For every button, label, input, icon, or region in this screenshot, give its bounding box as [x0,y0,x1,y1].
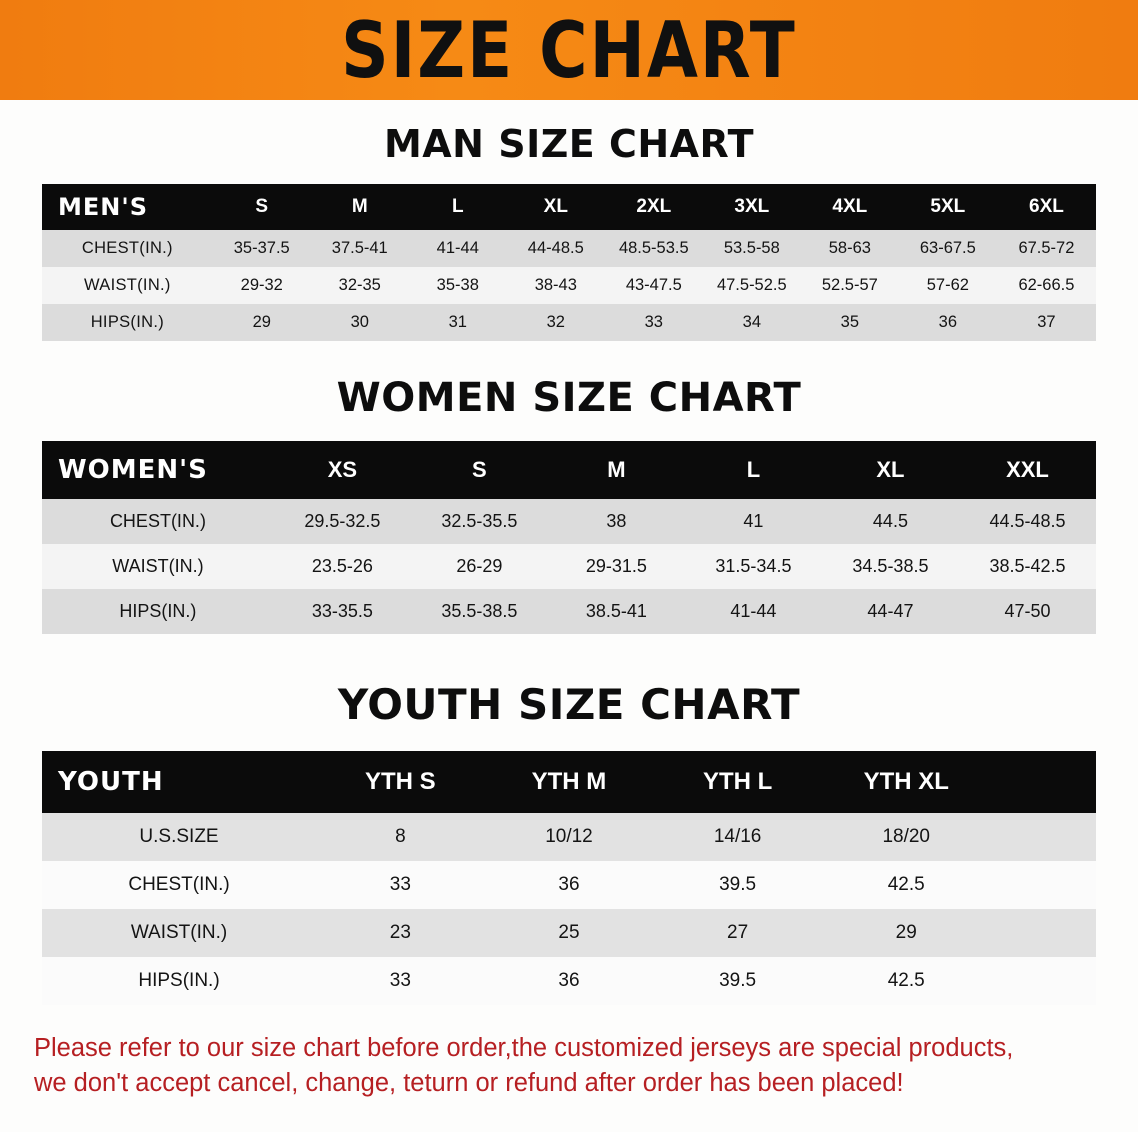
man-cell: 52.5-57 [801,267,899,304]
women-cell: 33-35.5 [274,589,411,634]
table-row [42,589,1096,634]
youth-cell-spacer [991,813,1096,861]
man-cell: 35-37.5 [213,230,311,267]
man-header-cell: MEN'S [58,193,148,221]
man-cell: 63-67.5 [899,230,997,267]
youth-header-cell: YTH L [702,768,773,795]
youth-cell: 8 [316,813,485,861]
youth-row-label: CHEST(IN.) [42,861,316,909]
youth-cell: 25 [485,909,654,957]
youth-cell: 36 [485,861,654,909]
man-cell: 43-47.5 [605,267,703,304]
women-cell: 41-44 [685,589,822,634]
man-cell: 62-66.5 [997,267,1096,304]
man-cell: 29-32 [213,267,311,304]
women-cell: 35.5-38.5 [411,589,548,634]
man-header-cell: 3XL [734,196,770,217]
man-row-label: CHEST(IN.) [42,230,213,267]
policy-note-line-2: we don't accept cancel, change, teturn or refund after order has been placed! [34,1069,904,1098]
women-cell: 26-29 [411,544,548,589]
table-row [42,909,1096,957]
women-row-label: WAIST(IN.) [42,544,274,589]
table-row [42,813,1096,861]
man-header-cell: S [255,196,269,217]
youth-cell: 36 [485,957,654,1005]
women-cell: 31.5-34.5 [685,544,822,589]
man-header-cell: 4XL [832,196,868,217]
women-row-label: CHEST(IN.) [42,499,274,544]
man-row-label: HIPS(IN.) [42,304,213,341]
man-cell: 44-48.5 [507,230,605,267]
women-header-cell: XXL [1006,457,1049,482]
women-table-wrap [42,441,1096,634]
youth-cell: 42.5 [822,861,991,909]
youth-row-label: WAIST(IN.) [42,909,316,957]
man-cell: 38-43 [507,267,605,304]
man-cell: 34 [703,304,801,341]
man-cell: 41-44 [409,230,507,267]
youth-cell: 42.5 [822,957,991,1005]
youth-size-table [42,751,1096,1005]
man-cell: 48.5-53.5 [605,230,703,267]
man-cell: 47.5-52.5 [703,267,801,304]
youth-table-wrap [42,751,1096,1005]
women-cell: 38 [548,499,685,544]
women-header-cell: L [746,457,761,482]
table-row [42,861,1096,909]
youth-cell: 10/12 [485,813,654,861]
women-header-row [42,441,1096,499]
youth-header-cell: YTH M [531,768,607,795]
man-cell: 37 [997,304,1096,341]
youth-cell: 23 [316,909,485,957]
page-title: SIZE CHART [341,4,797,96]
table-row [42,230,1096,267]
table-row [42,304,1096,341]
women-header-cell: WOMEN'S [58,455,208,485]
man-cell: 53.5-58 [703,230,801,267]
policy-note-line-1: Please refer to our size chart before order,the customized jerseys are special products, [34,1034,1014,1062]
man-header-cell: L [451,196,464,217]
man-cell: 33 [605,304,703,341]
man-table-wrap [42,184,1096,341]
women-cell: 38.5-41 [548,589,685,634]
youth-cell: 18/20 [822,813,991,861]
youth-row-label: HIPS(IN.) [42,957,316,1005]
women-row-label: HIPS(IN.) [42,589,274,634]
man-cell: 58-63 [801,230,899,267]
women-cell: 44-47 [822,589,959,634]
man-cell: 35-38 [409,267,507,304]
women-cell: 29-31.5 [548,544,685,589]
table-row [42,957,1096,1005]
man-row-label: WAIST(IN.) [42,267,213,304]
youth-cell: 33 [316,861,485,909]
youth-cell: 14/16 [653,813,822,861]
man-header-cell: M [351,196,368,217]
youth-header-cell: YOUTH [58,767,164,797]
youth-cell: 39.5 [653,957,822,1005]
women-header-cell: XS [327,457,358,482]
women-cell: 41 [685,499,822,544]
man-header-row [42,184,1096,230]
youth-header-cell: YTH XL [863,768,949,795]
youth-section-title: YOUTH SIZE CHART [337,680,801,729]
women-header-cell: XL [876,457,905,482]
man-cell: 32 [507,304,605,341]
youth-row-label: U.S.SIZE [42,813,316,861]
women-cell: 44.5 [822,499,959,544]
man-header-cell: 6XL [1029,196,1064,217]
man-size-table [42,184,1096,341]
man-cell: 36 [899,304,997,341]
table-row [42,499,1096,544]
man-cell: 31 [409,304,507,341]
women-cell: 23.5-26 [274,544,411,589]
man-header-cell: XL [543,196,568,217]
women-cell: 32.5-35.5 [411,499,548,544]
man-cell: 37.5-41 [311,230,409,267]
women-cell: 34.5-38.5 [822,544,959,589]
man-header-cell: 2XL [636,196,672,217]
women-size-table [42,441,1096,634]
youth-cell: 39.5 [653,861,822,909]
table-row [42,544,1096,589]
women-cell: 38.5-42.5 [959,544,1096,589]
man-section-title: MAN SIZE CHART [383,122,755,166]
man-cell: 35 [801,304,899,341]
man-cell: 30 [311,304,409,341]
policy-note [34,1031,1104,1101]
man-cell: 32-35 [311,267,409,304]
table-row [42,267,1096,304]
man-cell: 29 [213,304,311,341]
women-cell: 47-50 [959,589,1096,634]
youth-cell: 33 [316,957,485,1005]
man-cell: 57-62 [899,267,997,304]
youth-header-spacer [991,751,1096,813]
women-section-title: WOMEN SIZE CHART [336,375,802,421]
women-cell: 44.5-48.5 [959,499,1096,544]
women-header-cell: M [607,457,626,482]
man-cell: 67.5-72 [997,230,1096,267]
header-banner [0,0,1138,100]
youth-cell: 29 [822,909,991,957]
women-header-cell: S [472,457,487,482]
youth-header-cell: YTH S [365,768,436,795]
youth-cell-spacer [991,957,1096,1005]
youth-cell: 27 [653,909,822,957]
youth-header-row [42,751,1096,813]
man-header-cell: 5XL [930,196,966,217]
women-cell: 29.5-32.5 [274,499,411,544]
youth-cell-spacer [991,861,1096,909]
youth-cell-spacer [991,909,1096,957]
